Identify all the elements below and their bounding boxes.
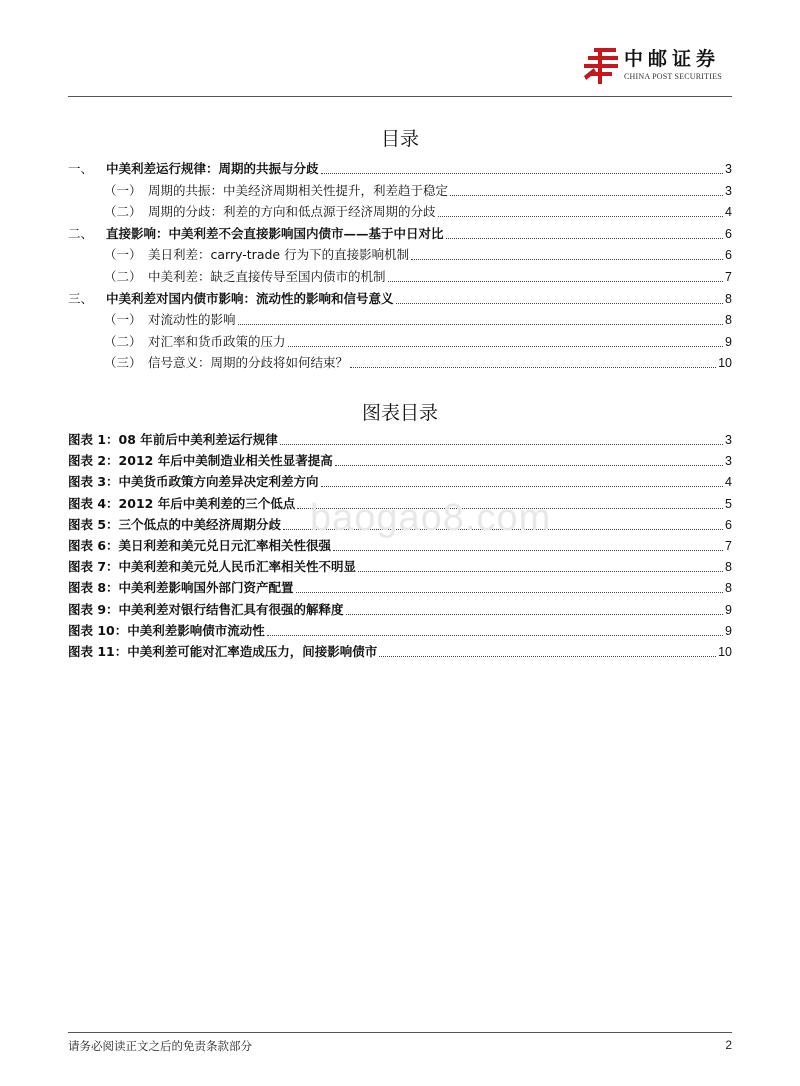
toc-entry-text: 中美利差：缺乏直接传导至国内债市的机制 bbox=[148, 269, 386, 284]
figure-entry[interactable] bbox=[68, 431, 732, 449]
toc-entry-page: 10 bbox=[718, 356, 732, 371]
toc-leader-dots bbox=[446, 238, 724, 239]
toc-entry-text: 对汇率和货币政策的压力 bbox=[148, 333, 286, 349]
footer-page-number: 2 bbox=[725, 1038, 732, 1052]
toc-leader-dots bbox=[411, 259, 723, 260]
brand-name-cn: 中邮证券 bbox=[624, 48, 721, 70]
toc-entry-page: 6 bbox=[725, 248, 732, 263]
footer-divider bbox=[68, 1032, 732, 1033]
toc-entry-number: （三） bbox=[104, 355, 142, 371]
figure-entry-page: 4 bbox=[725, 475, 732, 490]
figure-leader-dots bbox=[346, 614, 723, 615]
toc-leader-dots bbox=[396, 303, 724, 304]
figure-entry[interactable] bbox=[68, 643, 732, 661]
toc-entry-number: （一） bbox=[104, 182, 142, 198]
figure-entry-page: 8 bbox=[725, 560, 732, 575]
figure-entry-page: 3 bbox=[725, 433, 732, 447]
toc-entry-page: 8 bbox=[725, 313, 732, 328]
toc-entry-text: 中美利差对国内债市影响：流动性的影响和信号意义 bbox=[106, 290, 394, 306]
toc-leader-dots bbox=[238, 324, 724, 325]
toc-entry-number: （二） bbox=[104, 333, 142, 349]
toc-entry-page: 3 bbox=[725, 162, 732, 176]
figure-entry[interactable] bbox=[68, 473, 732, 491]
toc-entry[interactable] bbox=[104, 311, 732, 329]
toc-entry-number: （一） bbox=[104, 247, 142, 263]
toc-leader-dots bbox=[388, 281, 724, 282]
toc-entry-page: 4 bbox=[725, 205, 732, 220]
figure-entry-text: 图表 3：中美货币政策方向差异决定利差方向 bbox=[68, 474, 319, 490]
toc-entry-text: 对流动性的影响 bbox=[148, 312, 236, 328]
toc-entry-number: （一） bbox=[104, 312, 142, 328]
figure-entry-page: 7 bbox=[725, 539, 732, 553]
toc-entry-text: 周期的分歧：利差的方向和低点源于经济周期的分歧 bbox=[148, 204, 436, 220]
figure-list-title: 图表目录 bbox=[361, 402, 438, 424]
toc-leader-dots bbox=[350, 367, 716, 368]
toc-entry[interactable] bbox=[104, 182, 732, 200]
figure-leader-dots bbox=[267, 635, 723, 636]
figure-entry-text: 图表 1：08 年前后中美利差运行规律 bbox=[68, 432, 278, 447]
toc-leader-dots bbox=[288, 346, 724, 347]
figure-leader-dots bbox=[379, 656, 716, 657]
figure-entry-text: 图表 8：中美利差影响国外部门资产配置 bbox=[68, 580, 294, 596]
figure-entry-text: 图表 7：中美利差和美元兑人民币汇率相关性不明显 bbox=[68, 559, 357, 575]
toc-entry-page: 6 bbox=[725, 226, 732, 241]
figure-entry-page: 10 bbox=[718, 645, 732, 659]
china-post-logo-icon bbox=[582, 46, 620, 86]
toc-entry-text: 周期的共振：中美经济周期相关性提升，利差趋于稳定 bbox=[148, 182, 449, 198]
figure-entry[interactable] bbox=[68, 622, 732, 640]
toc-entry-number: 三、 bbox=[68, 290, 94, 306]
figure-entry-page: 5 bbox=[725, 496, 732, 511]
toc-leader-dots bbox=[321, 173, 724, 174]
figure-leader-dots bbox=[296, 592, 723, 593]
brand-name-en: CHINA POST SECURITIES bbox=[624, 72, 722, 81]
figure-entry[interactable] bbox=[68, 601, 732, 619]
toc-entry-text: 直接影响：中美利差不会直接影响国内债市——基于中日对比 bbox=[106, 225, 444, 241]
toc-entry[interactable] bbox=[68, 290, 732, 308]
figure-leader-dots bbox=[280, 444, 723, 445]
figure-leader-dots bbox=[335, 465, 723, 466]
figure-entry-text: 图表 2：2012 年后中美制造业相关性显著提高 bbox=[68, 453, 333, 469]
figure-entry-text: 图表 6：美日利差和美元兑日元汇率相关性很强 bbox=[68, 538, 332, 553]
toc-entry[interactable] bbox=[104, 333, 732, 351]
toc-entry-page: 3 bbox=[725, 183, 732, 198]
toc-entry-text: 美日利差：carry-trade 行为下的直接影响机制 bbox=[148, 247, 410, 263]
watermark: baogao8.com bbox=[310, 497, 552, 539]
toc-entry-number: （二） bbox=[104, 204, 142, 220]
toc-entry-page: 9 bbox=[725, 334, 732, 349]
toc-entry[interactable] bbox=[104, 354, 732, 372]
toc-entry[interactable] bbox=[104, 246, 732, 264]
toc-entry-number: 一、 bbox=[68, 161, 94, 176]
toc-entry[interactable] bbox=[68, 160, 732, 178]
figure-entry-page: 9 bbox=[725, 602, 732, 617]
figure-entry-text: 图表 11：中美利差可能对汇率造成压力，间接影响债市 bbox=[68, 644, 378, 659]
toc-leader-dots bbox=[438, 216, 724, 217]
figure-entry[interactable] bbox=[68, 558, 732, 576]
toc-entry-text: 中美利差运行规律：周期的共振与分歧 bbox=[106, 161, 319, 176]
footer-disclaimer: 请务必阅读正文之后的免责条款部分 bbox=[68, 1039, 252, 1053]
figure-entry[interactable] bbox=[68, 452, 732, 470]
toc-title: 目录 bbox=[380, 128, 419, 150]
figure-entry-page: 3 bbox=[725, 454, 732, 469]
toc-entry[interactable] bbox=[68, 225, 732, 243]
toc-entry[interactable] bbox=[104, 268, 732, 286]
figure-leader-dots bbox=[321, 486, 723, 487]
figure-entry-page: 6 bbox=[725, 517, 732, 532]
figure-entry-text: 图表 4：2012 年后中美利差的三个低点 bbox=[68, 495, 296, 511]
figure-entry-text: 图表 9：中美利差对银行结售汇具有很强的解释度 bbox=[68, 601, 344, 617]
figure-entry-page: 8 bbox=[725, 581, 732, 596]
page-header bbox=[68, 0, 732, 97]
toc-entry-number: 二、 bbox=[68, 225, 94, 241]
toc-entry-text: 信号意义：周期的分歧将如何结束？ bbox=[148, 355, 349, 371]
figure-entry[interactable] bbox=[68, 579, 732, 597]
toc-entry-number: （二） bbox=[104, 269, 142, 284]
toc-entry[interactable] bbox=[104, 203, 732, 221]
figure-entry-text: 图表 10：中美利差影响债市流动性 bbox=[68, 622, 265, 638]
toc-leader-dots bbox=[450, 195, 723, 196]
toc-entry-page: 7 bbox=[725, 270, 732, 284]
figure-entry-page: 9 bbox=[725, 623, 732, 638]
figure-entry-text: 图表 5：三个低点的中美经济周期分歧 bbox=[68, 516, 282, 532]
figure-leader-dots bbox=[358, 571, 723, 572]
toc-entry-page: 8 bbox=[725, 291, 732, 306]
figure-leader-dots bbox=[333, 550, 723, 551]
company-logo bbox=[582, 46, 732, 90]
